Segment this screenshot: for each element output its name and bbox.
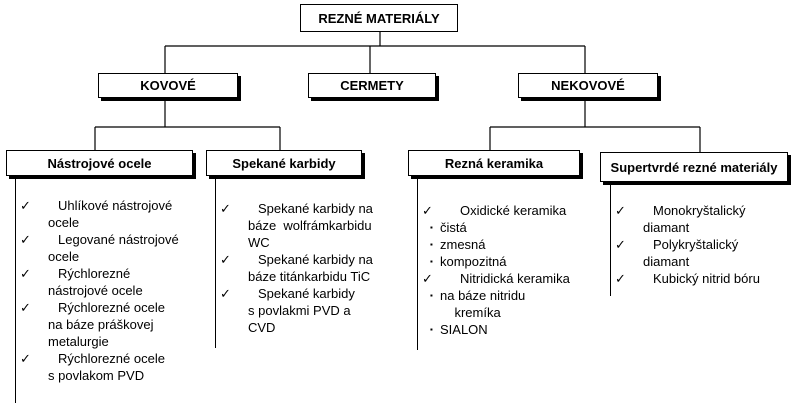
list-item-text <box>440 219 592 236</box>
list-item-line: diamant <box>643 220 690 235</box>
list-item <box>430 253 592 270</box>
checkmark-icon: ✓ <box>20 198 31 213</box>
list-item <box>220 200 380 251</box>
list-item-text <box>48 350 195 384</box>
list-item <box>20 265 195 299</box>
list-item-text <box>48 299 195 350</box>
checkmark-icon: ✓ <box>20 351 31 366</box>
checkmark-icon: ✓ <box>220 252 231 267</box>
list-item-text <box>450 202 592 219</box>
category-kovove <box>98 73 238 98</box>
list-item <box>220 251 380 285</box>
group-header-rezna-keramika <box>408 150 580 176</box>
list-item-line: WC <box>248 235 270 250</box>
list-item <box>20 299 195 350</box>
list-item-text <box>248 285 380 336</box>
list-item-text <box>643 236 790 270</box>
list-item-line: čistá <box>440 220 467 235</box>
list-item-line: báze wolfrámkarbidu <box>248 218 372 233</box>
list-item <box>20 197 195 231</box>
square-bullet-icon: ▪ <box>430 325 433 334</box>
group-line-1 <box>215 178 216 348</box>
group-line-2 <box>417 178 418 350</box>
group-items-1 <box>220 200 380 336</box>
category-nekovove-label: NEKOVOVÉ <box>551 78 625 93</box>
list-item-line: Uhlíkové nástrojové <box>58 198 173 213</box>
list-item-line: nástrojové ocele <box>48 283 143 298</box>
list-item-text <box>643 270 790 287</box>
group-line-0 <box>15 178 16 403</box>
list-item-text <box>248 251 380 285</box>
square-bullet-icon: ▪ <box>430 291 433 300</box>
checkmark-icon: ✓ <box>615 237 626 252</box>
list-item-line: Legované nástrojové <box>58 232 179 247</box>
list-item-line: kompozitná <box>440 254 507 269</box>
list-item-line: SIALON <box>440 322 488 337</box>
checkmark-icon: ✓ <box>20 232 31 247</box>
list-item-text <box>440 321 592 338</box>
category-kovove-label: KOVOVÉ <box>140 78 196 93</box>
list-item-line: ocele <box>48 249 80 264</box>
list-item <box>220 285 380 336</box>
square-bullet-icon: ▪ <box>430 240 433 249</box>
list-item <box>20 350 195 384</box>
list-item-line: Rýchlorezné ocele <box>58 300 165 315</box>
list-item-line: Polykryštalický <box>653 237 739 252</box>
checkmark-icon: ✓ <box>20 300 31 315</box>
list-item-text <box>440 287 592 321</box>
group-title: Supertvrdé rezné materiály <box>610 159 778 175</box>
list-item-line: Spekané karbidy <box>258 286 355 301</box>
category-cermety <box>308 73 436 98</box>
list-item-line: Oxidické keramika <box>460 203 567 218</box>
checkmark-icon: ✓ <box>20 266 31 281</box>
list-item-line: Spekané karbidy na <box>258 252 373 267</box>
root-node <box>300 4 458 32</box>
list-item <box>422 270 592 287</box>
list-item-line: kremíka <box>440 305 501 320</box>
square-bullet-icon: ▪ <box>430 223 433 232</box>
list-item-text <box>48 197 195 231</box>
list-item <box>615 202 790 236</box>
group-title: Rezná keramika <box>444 155 544 171</box>
list-item-text <box>248 200 380 251</box>
checkmark-icon: ✓ <box>422 271 433 286</box>
list-item-text <box>48 265 195 299</box>
list-item-line: CVD <box>248 320 276 335</box>
checkmark-icon: ✓ <box>220 201 231 216</box>
list-item <box>20 231 195 265</box>
list-item-text <box>450 270 592 287</box>
category-nekovove <box>518 73 658 98</box>
list-item-line: Spekané karbidy na <box>258 201 373 216</box>
group-items-2 <box>422 202 592 338</box>
group-header-nastrojove-ocele <box>6 150 193 176</box>
group-line-3 <box>610 184 611 296</box>
list-item <box>430 321 592 338</box>
list-item-line: Kubický nitrid bóru <box>653 271 760 286</box>
category-cermety-label: CERMETY <box>340 78 404 93</box>
list-item-text <box>440 236 592 253</box>
list-item-line: s povlakmi PVD a <box>248 303 351 318</box>
list-item-line: báze titánkarbidu TiC <box>248 269 371 284</box>
list-item-line: diamant <box>643 254 690 269</box>
checkmark-icon: ✓ <box>615 203 626 218</box>
group-items-0 <box>20 197 195 384</box>
list-item <box>615 270 790 287</box>
list-item-line: s povlakom PVD <box>48 368 145 383</box>
root-label: REZNÉ MATERIÁLY <box>318 10 440 26</box>
list-item-line: Rýchlorezné <box>58 266 131 281</box>
list-item-line: metalurgie <box>48 334 109 349</box>
group-items-3 <box>615 202 790 287</box>
list-item <box>430 219 592 236</box>
list-item <box>615 236 790 270</box>
list-item-line: Rýchlorezné ocele <box>58 351 165 366</box>
checkmark-icon: ✓ <box>615 271 626 286</box>
list-item <box>422 202 592 219</box>
group-title: Spekané karbidy <box>232 155 336 171</box>
list-item-text <box>643 202 790 236</box>
list-item <box>430 287 592 321</box>
list-item-line: na báze práškovej <box>48 317 154 332</box>
list-item-text <box>440 253 592 270</box>
list-item-line: Monokryštalický <box>653 203 746 218</box>
list-item-text <box>48 231 195 265</box>
list-item-line: zmesná <box>440 237 486 252</box>
checkmark-icon: ✓ <box>422 203 433 218</box>
group-header-spekane-karbidy <box>206 150 362 176</box>
list-item <box>430 236 592 253</box>
square-bullet-icon: ▪ <box>430 257 433 266</box>
list-item-line: Nitridická keramika <box>460 271 570 286</box>
checkmark-icon: ✓ <box>220 286 231 301</box>
group-header-supertvrde-materialy <box>600 152 788 182</box>
list-item-line: na báze nitridu <box>440 288 526 303</box>
list-item-line: ocele <box>48 215 80 230</box>
group-title: Nástrojové ocele <box>47 155 152 171</box>
